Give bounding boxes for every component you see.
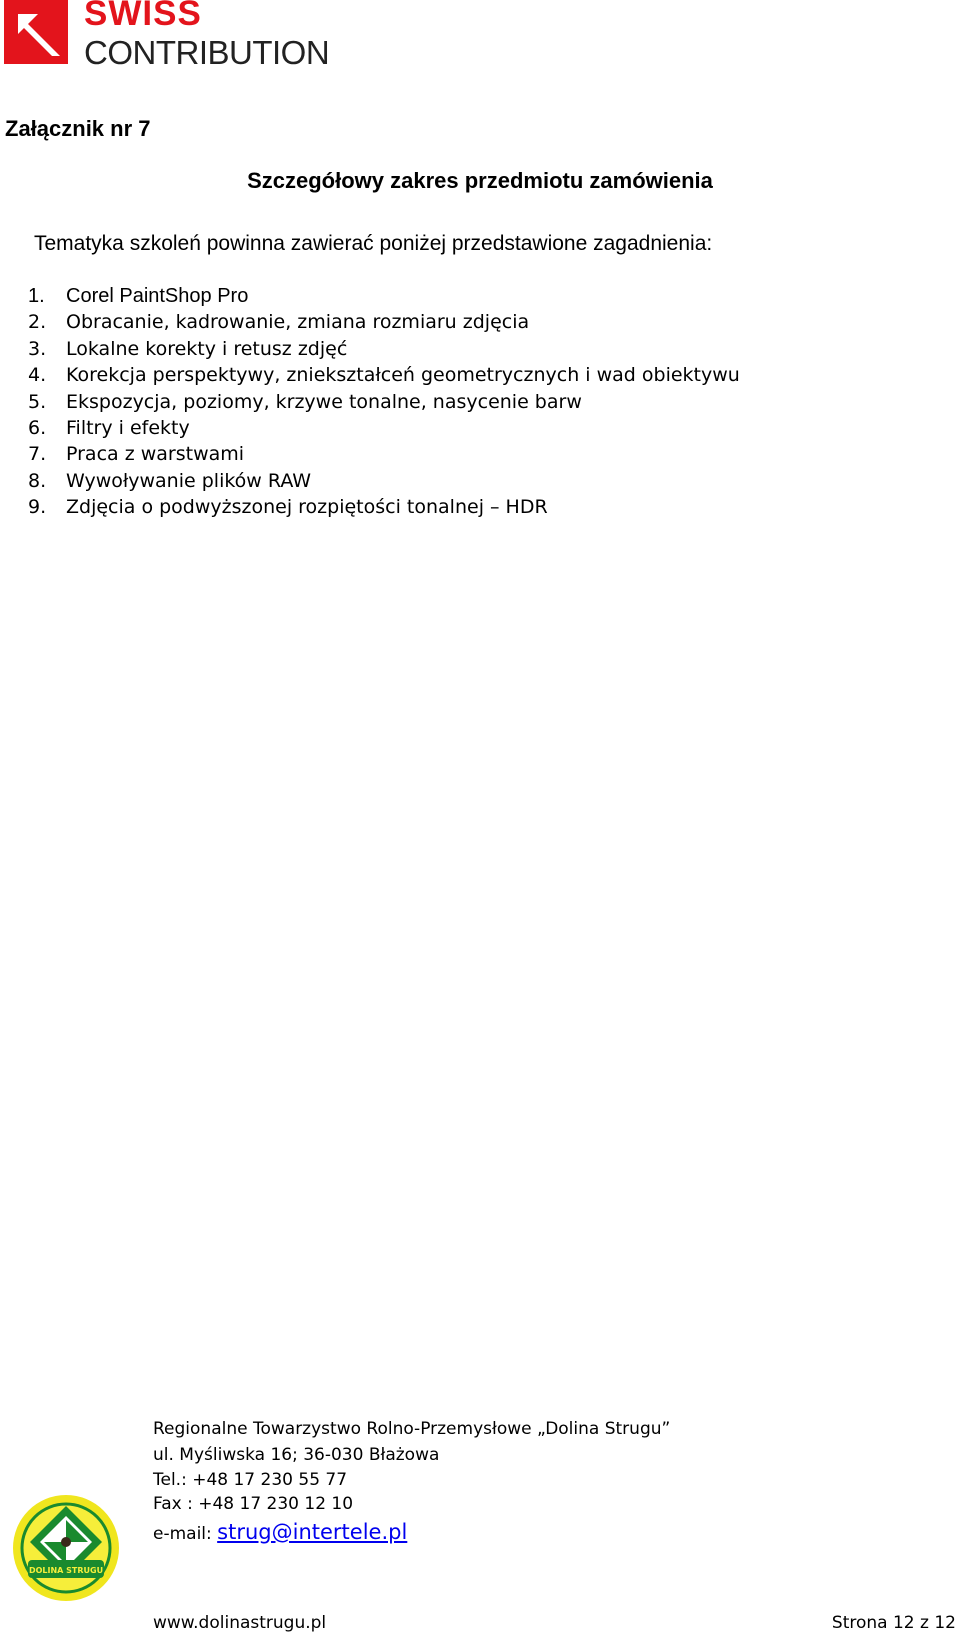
list-item [28,283,740,309]
list-item [28,441,740,467]
dolina-strugu-logo [12,1494,120,1602]
swiss-logo-mark [4,0,68,64]
list-item-number: 9. [28,496,47,519]
emblem-text: DOLINA STRUGU [28,1566,104,1575]
footer-address: ul. Myśliwska 16; 36-030 Błażowa [153,1445,440,1465]
list-item-text: Filtry i efekty [66,416,190,439]
list-item-text: Lokalne korekty i retusz zdjęć [66,337,348,360]
logo-swiss-text: SWISS [84,0,202,33]
footer-fax: Fax : +48 17 230 12 10 [153,1494,354,1514]
topics-list [28,283,740,521]
list-item-text: Obracanie, kadrowanie, zmiana rozmiaru zdjęcia [66,311,530,334]
list-item [28,494,740,520]
list-item-text: Korekcja perspektywy, zniekształceń geometrycznych i wad obiektywu [66,364,740,387]
list-item-number: 6. [28,416,47,439]
list-item [28,309,740,335]
footer-org: Regionalne Towarzystwo Rolno-Przemysłowe „Dolina Strugu” [153,1419,671,1439]
intro-text: Tematyka szkoleń powinna zawierać poniżej przedstawione zagadnienia: [34,232,713,255]
list-item-number: 5. [28,390,47,413]
list-item-text: Ekspozycja, poziomy, krzywe tonalne, nasycenie barw [66,390,582,413]
list-item-number: 1. [28,285,45,307]
list-item-text: Corel PaintShop Pro [66,285,249,307]
list-item-number: 3. [28,337,47,360]
list-item-text: Praca z warstwami [66,443,245,466]
list-item-number: 7. [28,443,47,466]
list-item [28,336,740,362]
list-item [28,468,740,494]
list-item [28,362,740,388]
footer-website: www.dolinastrugu.pl [153,1613,327,1633]
dolina-strugu-emblem [12,1494,120,1602]
footer-email-link[interactable]: strug@intertele.pl [217,1520,408,1544]
list-item-text: Zdjęcia o podwyższonej rozpiętości tonalnej – HDR [66,496,548,519]
list-item [28,415,740,441]
swiss-contribution-logo [4,0,330,72]
list-item [28,389,740,415]
document-title: Szczegółowy zakres przedmiotu zamówienia [247,168,713,193]
logo-contribution-text: CONTRIBUTION [84,34,330,71]
footer-email-line [153,1520,407,1544]
footer-email-label: e-mail: [153,1524,212,1544]
footer-tel: Tel.: +48 17 230 55 77 [153,1470,348,1490]
annex-label: Załącznik nr 7 [5,116,151,141]
page-number: Strona 12 z 12 [831,1613,956,1633]
list-item-number: 8. [28,469,47,492]
list-item-text: Wywoływanie plików RAW [66,469,312,492]
list-item-number: 4. [28,364,47,387]
list-item-number: 2. [28,311,47,334]
